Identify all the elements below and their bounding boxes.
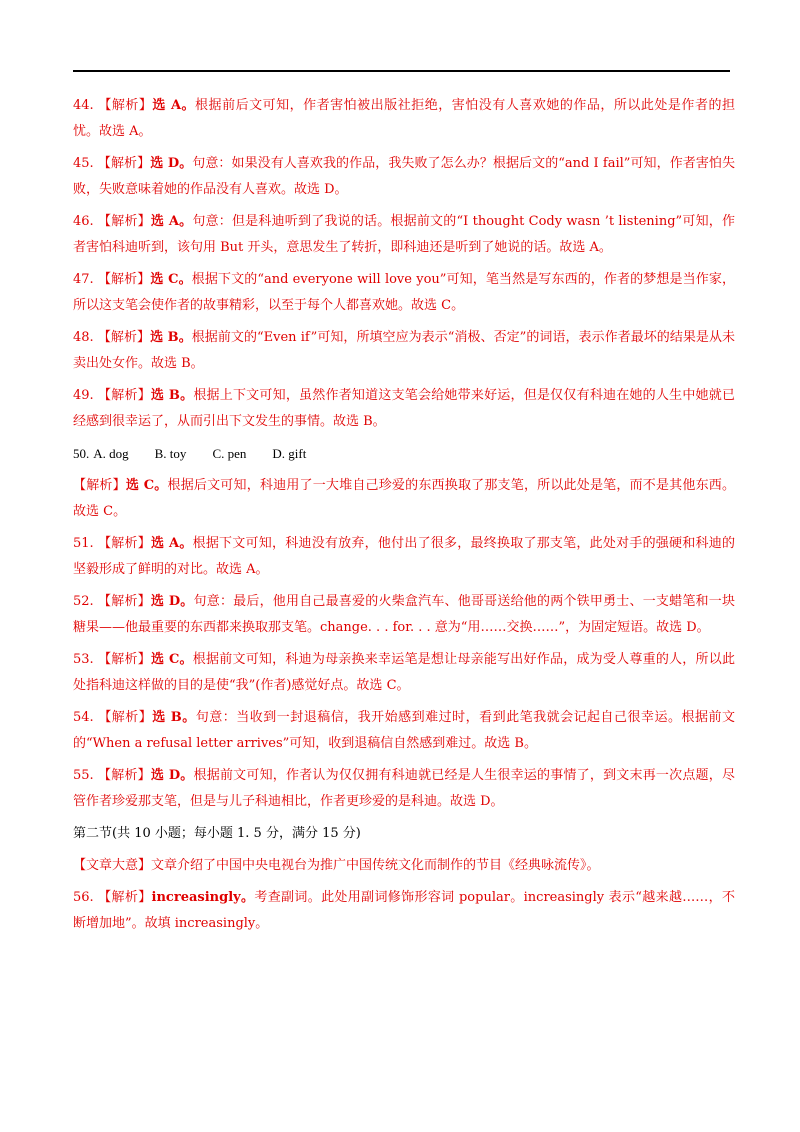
summary-tag: 【文章大意】 <box>73 858 152 873</box>
explanation-56 <box>73 885 735 937</box>
explanation-text: 根据上下文可知，虽然作者知道这支笔会给她带来好运，但是仅仅有科迪在她的人生中她就已经感到很幸运了，从而引出下文发生的事情。故选 B。 <box>73 388 735 429</box>
analysis-tag: 【解析】 <box>97 272 151 287</box>
analysis-tag: 【解析】 <box>98 710 153 725</box>
explanation-text: 根据前后文可知，作者害怕被出版社拒绝，害怕没有人喜欢她的作品，所以此处是作者的担忧。故选 A。 <box>73 98 735 139</box>
explanation-text: 句意：但是科迪听到了我说的话。根据前文的“I thought Cody wasn ’t listening”可知，作者害怕科迪听到，该句用 But 开头，意思发生了转折，即科迪还是听到了她说的话。故选 A。 <box>73 214 735 255</box>
option-d: D. gift <box>272 446 307 461</box>
explanation-51 <box>73 531 735 583</box>
answer-choice: 选 A。 <box>152 98 196 113</box>
option-b: B. toy <box>154 446 187 461</box>
explanation-text: 根据前文可知，科迪为母亲换来幸运笔是想让母亲能写出好作品，成为受人尊重的人，所以此处指科迪这样做的目的是使“我”(作者)感觉好点。故选 C。 <box>73 652 735 693</box>
header-rule <box>73 70 730 72</box>
analysis-tag: 【解析】 <box>97 330 151 345</box>
question-number: 50. <box>73 446 90 461</box>
answer-choice: 选 D。 <box>150 156 193 171</box>
question-number: 44. <box>73 98 94 113</box>
explanation-50 <box>73 473 735 525</box>
answer-choice: 选 D。 <box>150 768 194 783</box>
analysis-tag: 【解析】 <box>73 478 126 493</box>
explanation-text: 句意：最后，他用自己最喜爱的火柴盒汽车、他哥哥送给他的两个铁甲勇士、一支蜡笔和一块糖果——他最重要的东西都来换取那支笔。change. . . for. . . 意为“用……交换……”，为固定短语。故选 D。 <box>73 594 735 635</box>
answer-word: increasingly。 <box>151 890 255 905</box>
answer-choice: 选 A。 <box>150 214 193 229</box>
answer-choice: 选 D。 <box>150 594 194 609</box>
explanation-46 <box>73 209 735 261</box>
explanation-48 <box>73 325 735 377</box>
analysis-tag: 【解析】 <box>98 98 153 113</box>
question-50-options <box>73 441 735 467</box>
explanation-47 <box>73 267 735 319</box>
option-a: A. dog <box>93 446 129 461</box>
answer-choice: 选 C。 <box>150 272 192 287</box>
answer-choice: 选 C。 <box>150 652 193 667</box>
analysis-tag: 【解析】 <box>98 890 152 905</box>
answer-choice: 选 C。 <box>125 478 168 493</box>
explanation-text: 根据下文可知，科迪没有放弃，他付出了很多，最终换取了那支笔，此处对手的强硬和科迪的坚毅形成了鲜明的对比。故选 A。 <box>73 536 735 577</box>
explanation-text: 根据前文的“Even if”可知，所填空应为表示“消极、否定”的词语，表示作者最坏的结果是从未卖出处女作。故选 B。 <box>73 330 736 371</box>
question-number: 48. <box>73 330 94 345</box>
explanation-text: 根据前文可知，作者认为仅仅拥有科迪就已经是人生很幸运的事情了，到文末再一次点题，尽管作者珍爱那支笔，但是与儿子科迪相比，作者更珍爱的是科迪。故选 D。 <box>73 768 735 809</box>
explanation-text: 根据下文的“and everyone will love you”可知，笔当然是写东西的，作者的梦想是当作家，所以这支笔会使作者的故事精彩，以至于每个人都喜欢她。故选 C。 <box>73 272 735 313</box>
analysis-tag: 【解析】 <box>98 388 151 403</box>
explanation-54 <box>73 705 735 757</box>
explanation-49 <box>73 383 735 435</box>
analysis-tag: 【解析】 <box>97 156 151 171</box>
explanation-text: 句意：如果没有人喜欢我的作品，我失败了怎么办？根据后文的“and I fail”可知，作者害怕失败，失败意味着她的作品没有人喜欢。故选 D。 <box>73 156 735 197</box>
question-number: 45. <box>73 156 94 171</box>
section-heading: 第二节(共 10 小题；每小题 1. 5 分，满分 15 分) <box>73 826 361 841</box>
explanation-55 <box>73 763 735 815</box>
explanation-44 <box>73 93 735 145</box>
question-number: 51. <box>73 536 94 551</box>
analysis-tag: 【解析】 <box>98 594 151 609</box>
question-number: 46. <box>73 214 94 229</box>
answer-choice: 选 B。 <box>150 388 194 403</box>
answer-explanations <box>73 93 735 943</box>
summary-text: 文章介绍了中国中央电视台为推广中国传统文化而制作的节目《经典咏流传》。 <box>151 858 600 873</box>
analysis-tag: 【解析】 <box>98 652 151 667</box>
explanation-text: 根据后文可知，科迪用了一大堆自己珍爱的东西换取了那支笔，所以此处是笔，而不是其他东西。故选 C。 <box>73 478 735 519</box>
question-number: 54. <box>73 710 94 725</box>
question-number: 49. <box>73 388 94 403</box>
explanation-text: 考查副词。此处用副词修饰形容词 popular。increasingly 表示“越来越……，不断增加地”。故填 increasingly。 <box>73 890 735 931</box>
question-number: 55. <box>73 768 94 783</box>
analysis-tag: 【解析】 <box>98 536 152 551</box>
explanation-text: 句意：当收到一封退稿信，我开始感到难过时，看到此笔我就会记起自己很幸运。根据前文的“When a refusal letter arrives”可知，收到退稿信自然感到难过。故选 B。 <box>73 710 735 751</box>
option-c: C. pen <box>212 446 247 461</box>
answer-choice: 选 B。 <box>152 710 196 725</box>
answer-choice: 选 B。 <box>150 330 192 345</box>
analysis-tag: 【解析】 <box>98 214 151 229</box>
question-number: 53. <box>73 652 94 667</box>
explanation-45 <box>73 151 735 203</box>
article-summary <box>73 853 735 879</box>
explanation-52 <box>73 589 735 641</box>
analysis-tag: 【解析】 <box>98 768 151 783</box>
question-number: 52. <box>73 594 94 609</box>
question-number: 56. <box>73 890 94 905</box>
answer-choice: 选 A。 <box>151 536 193 551</box>
explanation-53 <box>73 647 735 699</box>
question-number: 47. <box>73 272 94 287</box>
